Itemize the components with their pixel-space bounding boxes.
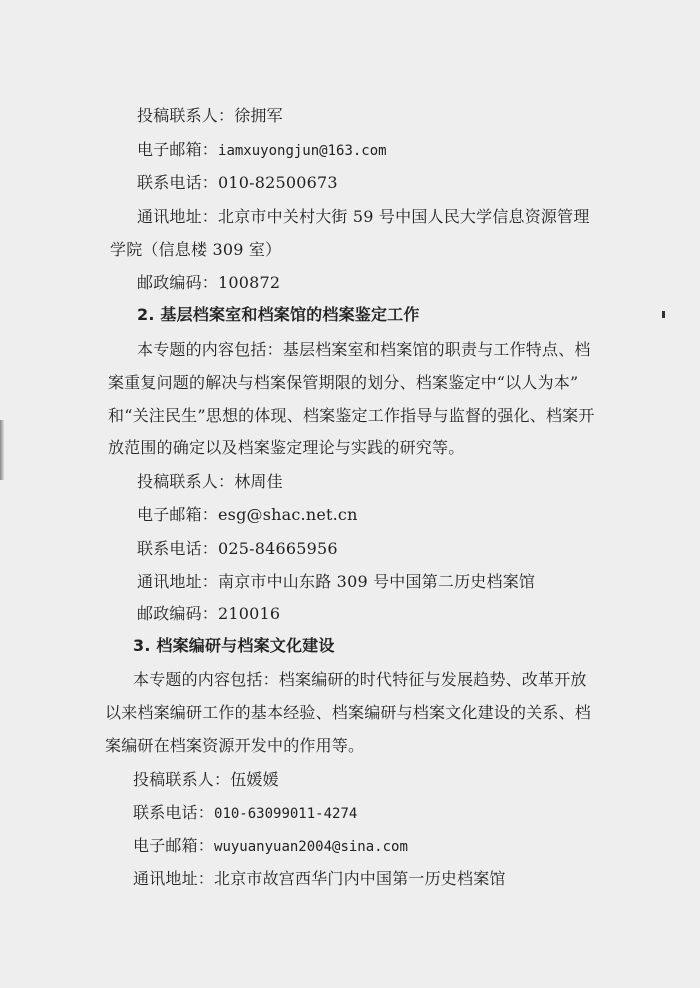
section2-contact: 投稿联系人：林周佳: [137, 472, 283, 491]
section3-phone-label: 联系电话：: [133, 803, 215, 822]
section3-contact: 投稿联系人：伍媛媛: [133, 770, 279, 789]
section2-desc-line4: 放范围的确定以及档案鉴定理论与实践的研究等。: [108, 438, 465, 457]
section3-address: 通讯地址：北京市故宫西华门内中国第一历史档案馆: [133, 869, 506, 888]
section2-phone: 联系电话：025-84665956: [137, 539, 338, 558]
section1-email-label: 电子邮箱：: [137, 140, 219, 159]
section1-email-value: iamxuyongjun@163.com: [218, 143, 387, 159]
section3-phone: [133, 803, 357, 824]
section3-desc-line1: 本专题的内容包括：档案编研的时代特征与发展趋势、改革开放: [133, 670, 587, 689]
section1-address-line1: 通讯地址：北京市中关村大街 59 号中国人民大学信息资源管理: [137, 207, 590, 226]
section2-address: 通讯地址：南京市中山东路 309 号中国第二历史档案馆: [137, 572, 536, 591]
section3-email: [133, 836, 408, 857]
section2-email: 电子邮箱：esg@shac.net.cn: [137, 505, 358, 524]
section2-postcode: 邮政编码：210016: [137, 604, 281, 623]
binding-shadow: [0, 420, 4, 480]
margin-mark: [662, 311, 665, 318]
section3-heading: 3. 档案编研与档案文化建设: [133, 636, 335, 655]
section2-desc-line1: 本专题的内容包括：基层档案室和档案馆的职责与工作特点、档: [137, 340, 591, 359]
section1-address-line2: 学院（信息楼 309 室）: [110, 240, 282, 259]
section1-postcode: 邮政编码：100872: [137, 273, 281, 292]
section3-desc-line3: 案编研在档案资源开发中的作用等。: [105, 736, 365, 755]
section3-phone-value: 010-63099011-4274: [214, 806, 358, 822]
section3-desc-line2: 以来档案编研工作的基本经验、档案编研与档案文化建设的关系、档: [105, 703, 592, 722]
section1-contact: 投稿联系人：徐拥军: [137, 106, 283, 125]
section2-heading: 2. 基层档案室和档案馆的档案鉴定工作: [137, 305, 420, 324]
section2-desc-line2: 案重复问题的解决与档案保管期限的划分、档案鉴定中“以人为本”: [108, 373, 579, 392]
section3-email-label: 电子邮箱：: [133, 836, 215, 855]
section1-phone: 联系电话：010-82500673: [137, 173, 338, 192]
section3-email-value: wuyuanyuan2004@sina.com: [214, 839, 408, 855]
section1-email: [137, 140, 387, 161]
section2-desc-line3: 和“关注民生”思想的体现、档案鉴定工作指导与监督的强化、档案开: [108, 406, 595, 425]
